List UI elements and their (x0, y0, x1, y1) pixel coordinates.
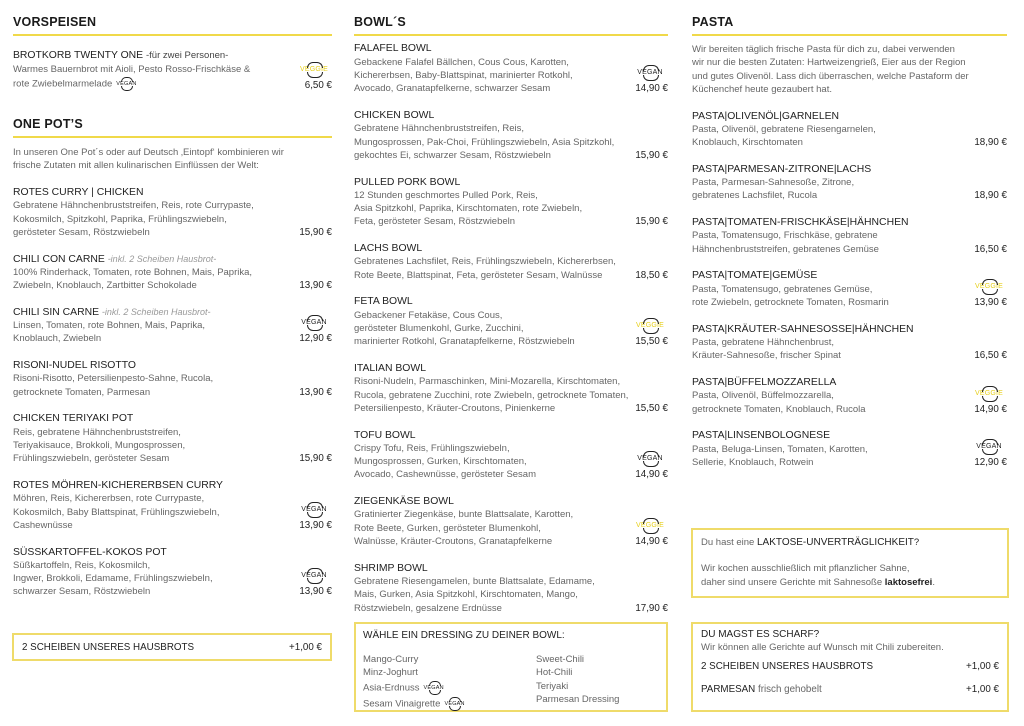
menu-item-text (13, 253, 280, 293)
menu-item-name: PASTA|PARMESAN-ZITRONE|LACHS (692, 163, 872, 175)
bread-extra-box (12, 633, 332, 661)
menu-item (13, 359, 332, 399)
menu-item-meta (616, 176, 668, 229)
menu-item-price: 17,90 € (635, 602, 668, 614)
menu-item-price: 14,90 € (635, 469, 668, 481)
menu-item-description: gebratenes Lachsfilet, Rucola (692, 190, 818, 202)
menu-item-description: Walnüsse, Kräuter-Croutons, Granatapfelkerne (354, 536, 553, 548)
menu-item-text (354, 109, 616, 162)
menu-item-description: 100% Rinderhack, Tomaten, rote Bohnen, Mais, Paprika, (13, 266, 253, 278)
menu-item-name: TOFU BOWL (354, 429, 416, 441)
menu-item-text (13, 359, 280, 399)
menu-item-header (13, 546, 280, 559)
lactose-question-mark: ? (913, 537, 920, 548)
dressing-label: Asia-Erdnuss (363, 682, 420, 694)
menu-item-description: Kokosmilch, Baby Blattspinat, Frühlingszwiebeln, (13, 506, 220, 518)
dressing-option (536, 666, 619, 679)
menu-item-description: Gebackene Falafel Bällchen, Cous Cous, Karotten, (354, 56, 569, 68)
menu-item-meta (616, 295, 668, 348)
veggie-badge-icon: VEGGIE (299, 61, 329, 79)
menu-item-description: Cashewnüsse (13, 519, 73, 531)
dressing-title: WÄHLE EIN DRESSING ZU DEINER BOWL: (363, 630, 565, 641)
menu-item-meta (955, 216, 1007, 256)
menu-item-description: Pasta, Tomatensugo, gebratenes Gemüse, (692, 283, 873, 295)
vegan-badge-icon: VEGAN (635, 450, 665, 468)
menu-item-meta (616, 562, 668, 615)
dressing-label: Sesam Vinaigrette (363, 698, 441, 710)
menu-item-meta (955, 269, 1007, 309)
menu-item-meta (955, 110, 1007, 150)
menu-item-description: Gratinierter Ziegenkäse, bunte Blattsalate, Karotten, (354, 509, 574, 521)
menu-item-meta (955, 163, 1007, 203)
menu-item-header (13, 49, 280, 62)
menu-item-name: CHILI CON CARNE (13, 253, 105, 265)
menu-item-description: Gebratene Hähnchenbruststreifen, Reis, (354, 123, 525, 135)
vegan-badge-icon: VEGAN (424, 680, 444, 696)
menu-item (354, 362, 668, 415)
dressing-option (363, 666, 536, 679)
column-middle (354, 14, 668, 615)
menu-item-header (13, 412, 280, 425)
pasta-list (692, 110, 1007, 470)
lactose-keyword: LAKTOSE-UNVERTRÄGLICHKEIT (756, 537, 914, 548)
section-heading-vorspeisen: VORSPEISEN (13, 14, 332, 36)
menu-item-name: LACHS BOWL (354, 243, 423, 255)
vegan-badge-icon: VEGAN (444, 696, 464, 712)
lactose-free-label: laktosefrei (884, 576, 933, 588)
spicy-title: DU MAGST ES SCHARF? (701, 629, 820, 640)
menu-item-header (692, 163, 955, 176)
menu-item-header (692, 429, 955, 442)
menu-item-name: CHILI SIN CARNE (13, 306, 100, 318)
menu-item-description: Sellerie, Knoblauch, Rotwein (692, 456, 814, 468)
menu-item-meta (616, 495, 668, 548)
menu-item (692, 323, 1007, 363)
menu-item (692, 269, 1007, 309)
menu-item-price: 6,50 € (304, 79, 332, 91)
menu-item-meta (280, 186, 332, 239)
description-text: rote Zwiebelmarmelade (13, 78, 113, 90)
menu-item-description: Mais, Gurken, Asia Spitzkohl, Kirschtomaten, Mango, (354, 589, 578, 601)
menu-item-description: Feta, gerösteter Sesam, Röstzwiebeln (354, 216, 516, 228)
menu-item (354, 109, 668, 162)
intro-line: wir nur die besten Zutaten: Hartweizengrieß, Eier aus der Region (692, 57, 966, 69)
menu-item-description: Gebratene Hähnchenbruststreifen, Reis, rote Currypaste, (13, 200, 254, 212)
dressing-label: Mango-Curry (363, 654, 419, 665)
menu-item-price: 15,50 € (635, 402, 668, 414)
menu-item-price: 15,50 € (635, 336, 668, 348)
menu-item-name: FETA BOWL (354, 296, 413, 308)
menu-item (13, 186, 332, 239)
menu-item-meta (280, 359, 332, 399)
menu-item-description: Asia Spitzkohl, Paprika, Kirschtomaten, rote Zwiebeln, (354, 203, 583, 215)
menu-item-description: Kichererbsen, Baby-Blattspinat, marinierter Rotkohl, (354, 69, 573, 81)
menu-item-price: 18,90 € (974, 190, 1007, 202)
spicy-box (691, 622, 1009, 712)
menu-item-text (354, 42, 616, 95)
menu-item-name: FALAFEL BOWL (354, 43, 432, 55)
menu-item-header (354, 362, 628, 375)
dressing-list-right (536, 653, 619, 712)
menu-item-name: BROTKORB TWENTY ONE (13, 50, 144, 62)
vegan-badge-icon: VEGAN (974, 438, 1004, 456)
menu-item-meta (616, 109, 668, 162)
extra-row (701, 683, 999, 696)
lactose-info-box (691, 528, 1009, 598)
dressing-option (363, 680, 536, 696)
lactose-question: Du hast eine (701, 537, 755, 548)
menu-item-text (354, 362, 628, 415)
menu-item-text (354, 242, 616, 282)
extra-label: 2 SCHEIBEN UNSERES HAUSBROTS (701, 661, 874, 673)
dressing-label: Parmesan Dressing (536, 693, 620, 705)
section-heading-one-pots: ONE POT’S (13, 116, 332, 138)
menu-item-price: 12,90 € (299, 333, 332, 345)
pasta-intro (692, 43, 1007, 96)
menu-item-header (354, 429, 616, 442)
menu-item-meta (955, 323, 1007, 363)
menu-item-description: Teriyakisauce, Brokkoli, Mungosprossen, (13, 439, 186, 451)
menu-item-description: Pasta, Parmesan-Sahnesoße, Zitrone, (692, 177, 855, 189)
dressing-option (536, 693, 619, 706)
menu-item-price: 12,90 € (974, 456, 1007, 468)
menu-item (354, 176, 668, 229)
intro-line: frische Zutaten mit allen kulinarischen Einflüssen der Welt: (13, 160, 259, 172)
menu-item-description: Pasta, Olivenöl, Büffelmozzarella, (692, 390, 834, 402)
menu-item-price: 18,50 € (635, 269, 668, 281)
menu-item-price: 13,90 € (299, 519, 332, 531)
menu-item-text (354, 176, 616, 229)
menu-item-description: Risoni-Nudeln, Parmaschinken, Mini-Mozarella, Kirschtomaten, (354, 376, 621, 388)
intro-line: Wir bereiten täglich frische Pasta für dich zu, dabei verwenden (692, 44, 955, 55)
menu-item-name: ITALIAN BOWL (354, 362, 426, 374)
menu-item-description: Süßkartoffeln, Reis, Kokosmilch, (13, 559, 151, 571)
menu-item-price: 16,50 € (974, 350, 1007, 362)
menu-item-text (13, 412, 280, 465)
menu-item-description: Knoblauch, Kirschtomaten (692, 137, 803, 149)
spicy-subtitle: Wir können alle Gerichte auf Wunsch mit Chili zubereiten. (701, 642, 944, 653)
menu-item-header (354, 562, 616, 575)
menu-item-description: Reis, gebratene Hähnchenbruststreifen, (13, 426, 181, 438)
menu-item-meta (955, 376, 1007, 416)
menu-item-description: Mungosprossen, Pak-Choi, Frühlingszwiebeln, Asia Spitzkohl, (354, 136, 615, 148)
menu-item-text (13, 306, 280, 346)
menu-item-header (354, 295, 616, 308)
menu-item (354, 242, 668, 282)
menu-item-name: PULLED PORK BOWL (354, 176, 461, 188)
menu-item-price: 15,90 € (635, 216, 668, 228)
menu-item-description: 12 Stunden geschmortes Pulled Pork, Reis, (354, 189, 538, 201)
menu-item-description: gerösteter Blumenkohl, Gurke, Zucchini, (354, 323, 524, 334)
menu-item-name: ROTES MÖHREN-KICHERERBSEN CURRY (13, 479, 223, 491)
menu-item-name: SÜSSKARTOFFEL-KOKOS POT (13, 546, 167, 558)
menu-item-description: Kräuter-Sahnesoße, frischer Spinat (692, 350, 841, 362)
menu-item-description: Rote Beete, Blattspinat, Feta, gerösteter Sesam, Walnüsse (354, 269, 603, 281)
one-pots-intro (13, 146, 332, 173)
menu-item-price: 18,90 € (974, 137, 1007, 149)
extra-row (701, 660, 999, 673)
menu-item-text (692, 269, 955, 309)
menu-item-meta (955, 429, 1007, 469)
menu-item-description: getrocknete Tomaten, Knoblauch, Rucola (692, 403, 866, 415)
menu-item-price: 14,90 € (974, 403, 1007, 415)
menu-item-description: Gebratene Riesengamelen, bunte Blattsalate, Edamame, (354, 576, 595, 588)
menu-item-name: SHRIMP BOWL (354, 562, 428, 574)
menu-item-description: Pasta, Beluga-Linsen, Tomaten, Karotten, (692, 443, 868, 455)
menu-item (354, 429, 668, 482)
menu-item-description: Knoblauch, Zwiebeln (13, 333, 102, 345)
extra-price: +1,00 € (966, 661, 999, 673)
menu-item-text (354, 295, 616, 348)
menu-item-price: 16,50 € (974, 243, 1007, 255)
lactose-text: daher sind unsere Gerichte mit Sahnesoße (701, 576, 883, 588)
vorspeisen-list (13, 49, 332, 92)
menu-item-header (692, 110, 955, 123)
menu-item-text (354, 429, 616, 482)
dressing-label: Sweet-Chili (536, 654, 585, 665)
menu-item-description: Zwiebeln, Knoblauch, Zartbitter Schokolade (13, 280, 197, 292)
menu-item-description: Pasta, Olivenöl, gebratene Riesengarnelen, (692, 123, 876, 135)
menu-item-name: CHICKEN TERIYAKI POT (13, 413, 134, 425)
menu-item-description: Petersilienpesto, Kräuter-Croutons, Pinienkerne (354, 402, 556, 414)
menu-item (692, 216, 1007, 256)
menu-item-price: 15,90 € (299, 226, 332, 238)
menu-item-price: 14,90 € (635, 83, 668, 95)
menu-item-header (354, 176, 616, 189)
veggie-badge-icon: VEGGIE (635, 317, 665, 335)
menu-item-header (692, 323, 955, 336)
menu-item (354, 42, 668, 95)
menu-item (13, 546, 332, 599)
menu-item-description (13, 76, 280, 92)
menu-item-name: CHICKEN BOWL (354, 109, 435, 121)
menu-item-header (13, 359, 280, 372)
bread-extra-price: +1,00 € (289, 642, 322, 653)
menu-item-description: Avocado, Cashewnüsse, gerösteter Sesam (354, 469, 537, 481)
menu-item-description: Gebratenes Lachsfilet, Reis, Frühlingszwiebeln, Kichererbsen, (354, 256, 616, 268)
menu-item-description: Hähnchenbruststreifen, gebratenes Gemüse (692, 243, 879, 255)
menu-item-name: ZIEGENKÄSE BOWL (354, 496, 454, 508)
menu-item (13, 412, 332, 465)
menu-item (354, 495, 668, 548)
menu-item (692, 110, 1007, 150)
menu-item-price: 13,90 € (299, 386, 332, 398)
intro-line: In unseren One Pot´s oder auf Deutsch ‚Eintopf‘ kombinieren wir (13, 146, 284, 158)
dressing-option (363, 653, 536, 666)
menu-item-text (692, 323, 955, 363)
menu-item-text (13, 479, 280, 532)
vegan-badge-icon: VEGAN (299, 567, 329, 585)
menu-item-header (354, 242, 616, 255)
menu-item-description: rote Zwiebeln, getrocknete Tomaten, Rosmarin (692, 297, 889, 309)
menu-item-description: Möhren, Reis, Kichererbsen, rote Currypaste, (13, 493, 205, 505)
menu-item-meta (280, 546, 332, 599)
menu-item (692, 163, 1007, 203)
menu-item-meta (616, 42, 668, 95)
veggie-badge-icon: VEGGIE (974, 278, 1004, 296)
dressing-list-left (363, 653, 536, 712)
vegan-badge-icon: VEGAN (299, 314, 329, 332)
menu-item-header (354, 495, 616, 508)
extra-price: +1,00 € (966, 684, 999, 696)
menu-item-description: gerösteter Sesam, Röstzwiebeln (13, 226, 150, 238)
menu-item-name: PASTA|TOMATEN-FRISCHKÄSE|HÄHNCHEN (692, 217, 909, 229)
menu-item-name: PASTA|BÜFFELMOZZARELLA (692, 376, 837, 388)
dressing-label: Hot-Chili (536, 667, 573, 679)
menu-item-description: Crispy Tofu, Reis, Frühlingszwiebeln, (354, 442, 510, 454)
menu-item-description: Kokosmilch, Spitzkohl, Paprika, Frühlingszwiebeln, (13, 213, 227, 225)
menu-item (692, 376, 1007, 416)
column-right (692, 14, 1007, 469)
dressing-label: Teriyaki (536, 680, 569, 692)
menu-item (13, 253, 332, 293)
intro-line: und gutes Olivenöl. Lass dich überraschen, welche Pastaform der (692, 70, 969, 82)
menu-item-header (354, 109, 616, 122)
menu-item-meta (280, 306, 332, 346)
menu-item-meta (616, 242, 668, 282)
menu-item-name: PASTA|TOMATE|GEMÜSE (692, 270, 818, 282)
menu-item-header (692, 376, 955, 389)
menu-item-description: Warmes Bauernbrot mit Aioli, Pesto Rosso-Frischkäse & (13, 63, 251, 75)
menu-item-header (13, 479, 280, 492)
intro-line: Küchenchef heute gezaubert hat. (692, 83, 832, 95)
menu-item-text (13, 546, 280, 599)
lactose-text: Wir kochen ausschließlich mit pflanzlicher Sahne, (701, 563, 910, 575)
menu-item (354, 295, 668, 348)
menu-item (692, 429, 1007, 469)
menu-item-note: -inkl. 2 Scheiben Hausbrot- (101, 306, 211, 317)
menu-item-header (13, 186, 280, 199)
menu-item-description: Avocado, Granatapfelkerne, schwarzer Sesam (354, 83, 551, 95)
menu-item-description: Risoni-Risotto, Petersilienpesto-Sahne, Rucola, (13, 373, 214, 385)
section-heading-bowls: BOWL´S (354, 14, 668, 36)
menu-item-description: Ingwer, Brokkoli, Edamame, Frühlingszwiebeln, (13, 573, 213, 585)
menu-item-price: 13,90 € (299, 586, 332, 598)
menu-item-price: 15,90 € (635, 149, 668, 161)
menu-item-meta (280, 479, 332, 532)
menu-item-header (354, 42, 616, 55)
menu-item-header (692, 216, 955, 229)
veggie-badge-icon: VEGGIE (635, 517, 665, 535)
menu-item-description: gekochtes Ei, schwarzer Sesam, Röstzwiebeln (354, 149, 551, 161)
menu-item-header (13, 306, 280, 319)
vegan-badge-icon: VEGAN (299, 501, 329, 519)
menu-item-description: Pasta, gebratene Hähnchenbrust, (692, 337, 835, 348)
menu-item-name: PASTA|LINSENBOLOGNESE (692, 430, 831, 442)
menu-item-text (692, 110, 955, 150)
menu-item-description: Pasta, Tomatensugo, Frischkäse, gebratene (692, 230, 878, 242)
menu-item-name: RISONI-NUDEL RISOTTO (13, 360, 136, 372)
section-heading-pasta: PASTA (692, 14, 1007, 36)
menu-item-description: schwarzer Sesam, Röstzwiebeln (13, 586, 151, 598)
menu-item-price: 13,90 € (974, 297, 1007, 309)
column-left (13, 14, 332, 599)
vegan-badge-icon: VEGAN (635, 64, 665, 82)
menu-item-price: 15,90 € (299, 453, 332, 465)
menu-item (13, 479, 332, 532)
menu-item-name: PASTA|KRÄUTER-SAHNESOSSE|HÄHNCHEN (692, 323, 914, 335)
menu-item-description: getrocknete Tomaten, Parmesan (13, 386, 151, 398)
menu-item (354, 562, 668, 615)
menu-item-text (354, 562, 616, 615)
menu-item-text (692, 429, 955, 469)
dressing-option (363, 696, 536, 712)
vegan-badge-icon: VEGAN (116, 76, 136, 92)
menu-item-description: Rote Beete, Gurken, gerösteter Blumenkohl, (354, 522, 541, 534)
bread-extra-label: 2 SCHEIBEN UNSERES HAUSBROTS (22, 642, 195, 653)
menu-item-name: ROTES CURRY | CHICKEN (13, 186, 144, 198)
menu-item-meta (280, 49, 332, 92)
extra-label-suffix: frisch gehobelt (758, 684, 822, 696)
menu-item-header (13, 253, 280, 266)
menu-item-price: 14,90 € (635, 536, 668, 548)
menu-item-meta (280, 253, 332, 293)
menu-item-description: Rucola, gebratene Zucchini, rote Zwiebeln, getrocknete Tomaten, (354, 389, 629, 401)
lactose-period: . (932, 576, 935, 588)
menu-item-description: Röstzwiebeln, gesalzene Erdnüsse (354, 602, 502, 614)
menu-item (13, 306, 332, 346)
menu-item-price: 13,90 € (299, 280, 332, 292)
menu-item-text (692, 216, 955, 256)
menu-item-text (13, 186, 280, 239)
menu-item-text (354, 495, 616, 548)
dressing-label: Minz-Joghurt (363, 667, 418, 679)
menu-item-name: PASTA|OLIVENÖL|GARNELEN (692, 110, 840, 122)
menu-item (13, 49, 332, 92)
menu-item-description: Mungosprossen, Gurken, Kirschtomaten, (354, 456, 527, 468)
menu-item-text (13, 49, 280, 92)
dressing-option (536, 680, 619, 693)
extra-label: PARMESAN (701, 684, 756, 696)
menu-item-text (692, 163, 955, 203)
menu-item-meta (616, 429, 668, 482)
menu-item-meta (280, 412, 332, 465)
menu-item-description: Gebackener Fetakäse, Cous Cous, (354, 309, 503, 321)
bowls-list (354, 42, 668, 615)
menu-item-text (692, 376, 955, 416)
menu-item-note: -für zwei Personen- (145, 50, 229, 62)
dressing-option (536, 653, 619, 666)
menu-item-note: -inkl. 2 Scheiben Hausbrot- (107, 253, 217, 264)
menu-item-description: Frühlingszwiebeln, gerösteter Sesam (13, 453, 170, 465)
menu-item-meta (628, 362, 668, 415)
menu-item-header (692, 269, 955, 282)
menu-item-description: marinierter Rotkohl, Granatapfelkerne, Röstzwiebeln (354, 336, 575, 348)
veggie-badge-icon: VEGGIE (974, 385, 1004, 403)
menu-item-description: Linsen, Tomaten, rote Bohnen, Mais, Paprika, (13, 320, 206, 332)
dressing-box (354, 622, 668, 712)
one-pots-list (13, 186, 332, 599)
